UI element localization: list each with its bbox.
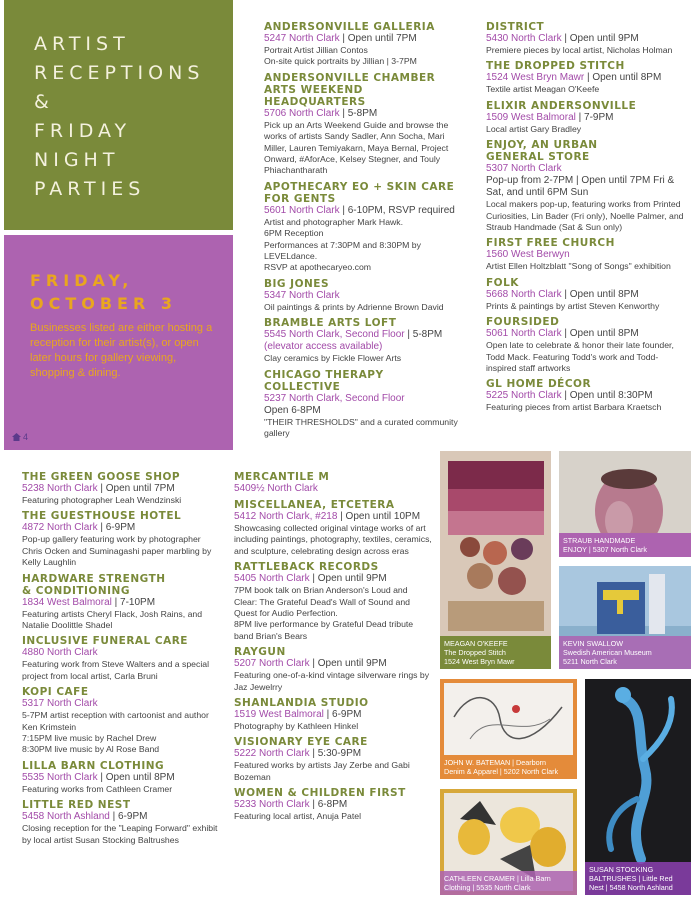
intro-text: Businesses listed are either hosting a reception for their artist(s), or open later hours for gallery viewing, shopping & dining. (30, 322, 213, 379)
listing-address-line (486, 72, 686, 84)
listing-address: 5412 North Clark, #218 (234, 511, 338, 522)
listing-hours: | 6-9PM (97, 522, 136, 534)
listing-item (22, 573, 220, 632)
listing-address: 5061 North Clark (486, 328, 562, 340)
listing-description: Showcasing collected original vintage works of art including paintings, photography, textiles, ceramics, and sculpture, celebrating design across eras (234, 523, 432, 556)
listing-name: BRAMBLE ARTS LOFT (264, 317, 397, 330)
photo-dancer-sculpture (585, 679, 691, 895)
listing-item (264, 369, 464, 440)
listing-description: Featuring work from Steve Walters and a special project from local artist, Carla Bruni (22, 659, 210, 681)
listing-address: 5237 North Clark, Second Floor (264, 392, 405, 404)
page-number-text: 4 (23, 432, 29, 442)
listing-item (486, 237, 686, 272)
listing-description: Clay ceramics by Fickle Flower Arts (264, 353, 402, 364)
listing-address-line (234, 799, 432, 811)
listing-name: LITTLE RED NEST (22, 799, 131, 812)
listing-item (264, 181, 464, 274)
listing-description: Artist Ellen Holtzblatt "Song of Songs" exhibition (486, 261, 671, 272)
listing-address: 1560 West Berwyn (486, 249, 570, 261)
listing-description: Photography by Kathleen Hinkel (234, 721, 359, 732)
listing-description: Oil paintings & prints by Adrienne Brown David (264, 301, 444, 312)
listing-description: Local makers pop-up, featuring works from Printed Curiosities, Lin Bader (Fri only), Noelle Palmer, and Straub Handmade (Sat & Sun only) (486, 199, 684, 233)
listing-item (234, 787, 432, 822)
listing-hours: | Open until 7PM (339, 33, 417, 44)
listing-description: Portrait Artist Jillian Contos On-site quick portraits by Jillian | 3-7PM (264, 45, 417, 67)
listing-address: 5706 North Clark (264, 107, 340, 119)
listing-name: THE DROPPED STITCH (486, 60, 625, 73)
listing-item (264, 21, 464, 68)
photo-caption: SUSAN STOCKING BALTRUSHES | Little Red Nest | 5458 North Ashland (585, 862, 691, 895)
listing-item (264, 72, 464, 177)
listing-item (234, 561, 432, 642)
home-icon (12, 433, 21, 441)
photo-floral-painting (440, 789, 577, 895)
listing-item (486, 21, 686, 56)
listings-column-top-right (486, 21, 686, 418)
listing-address: 5347 North Clark (264, 289, 340, 301)
listing-description: Open late to celebrate & honor their late founder, Todd Mack. Featuring Todd's work and Todd-inspired staff artworks (486, 340, 674, 374)
listing-address-line (264, 108, 464, 120)
listing-description: Featuring local artist, Anuja Patel (234, 811, 362, 822)
photo-textile-art (440, 451, 551, 669)
listing-name: WOMEN & CHILDREN FIRST (234, 787, 406, 800)
listing-address: 5222 North Clark (234, 748, 310, 760)
listing-address: 5233 North Clark (234, 799, 310, 811)
listing-address-line (264, 393, 464, 405)
listing-address-line (22, 698, 220, 710)
listing-address: 5307 North Clark (486, 163, 562, 175)
listing-address-line (486, 163, 686, 175)
listing-address: 5545 North Clark, Second Floor (264, 329, 405, 341)
photo-ceramic-cup (559, 451, 691, 557)
listing-name: ANDERSONVILLE GALLERIA (264, 21, 435, 33)
listing-name: MISCELLANEA, ETCETERA (234, 499, 395, 511)
listing-name: CHICAGO THERAPY COLLECTIVE (264, 368, 384, 393)
listing-item (22, 471, 220, 506)
listing-name: GL HOME DÉCOR (486, 378, 592, 391)
listing-item (22, 686, 220, 756)
listing-address-line (264, 290, 464, 302)
listing-item (22, 635, 220, 682)
listings-column-bottom-right (234, 471, 432, 827)
listing-hours: | Open until 8PM (584, 72, 662, 84)
listing-address-line (22, 647, 220, 659)
listing-name: FIRST FREE CHURCH (486, 237, 615, 250)
photo-swedish-museum (559, 566, 691, 669)
listing-address: 5238 North Clark (22, 483, 98, 494)
listing-address-line (264, 329, 464, 341)
listing-hours: | Open until 9PM (309, 573, 387, 585)
listing-item (486, 60, 686, 95)
listing-description: Featured works by artists Jay Zerbe and Gabi Bozeman (234, 760, 410, 782)
listing-hours: | 5-8PM (339, 107, 378, 119)
listing-item (22, 760, 220, 795)
listing-name: APOTHECARY EO + SKIN CARE FOR GENTS (264, 180, 455, 205)
listing-item (486, 316, 686, 374)
listing-item (234, 499, 432, 557)
listing-hours: | Open until 8:30PM (561, 390, 653, 402)
listing-address: 1519 West Balmoral (234, 709, 324, 721)
photo-caption: CATHLEEN CRAMER | Lilla Barn Clothing | 5535 North Clark (440, 871, 577, 895)
listing-item (234, 736, 432, 783)
listing-address-line (264, 205, 464, 217)
listing-hours: | Open until 8PM (561, 288, 639, 300)
listing-address: 5225 North Clark (486, 390, 562, 402)
listing-hours: | 6-10PM, RSVP required (339, 204, 455, 216)
listing-address-line (22, 772, 220, 784)
listing-name: INCLUSIVE FUNERAL CARE (22, 635, 188, 648)
listing-name: SHANLANDIA STUDIO (234, 697, 369, 710)
listing-item (486, 277, 686, 312)
listing-hours: | 6-9PM (323, 709, 362, 721)
photo-caption: JOHN W. BATEMAN | Dearborn Denim & Apparel | 5202 North Clark (440, 755, 577, 779)
listing-name: THE GUESTHOUSE HOTEL (22, 510, 182, 523)
listing-name: LILLA BARN CLOTHING (22, 759, 165, 772)
listing-hours: | Open until 7PM (97, 483, 175, 494)
listing-hours: | Open until 9PM (561, 33, 639, 44)
listing-address: 1524 West Bryn Mawr (486, 72, 585, 84)
listing-address-line (264, 33, 464, 45)
page-number (12, 432, 28, 442)
listing-hours-extra: Pop-up from 2-7PM | Open until 7PM Fri & Sat, and until 6PM Sun (486, 175, 675, 199)
date-heading: FRIDAY, OCTOBER 3 (30, 271, 178, 313)
listing-description: Textile artist Meagan O'Keefe (486, 84, 600, 95)
listing-address: 5430 North Clark (486, 33, 562, 44)
listing-address-line (22, 811, 220, 823)
listing-hours: | Open until 8PM (561, 328, 639, 340)
listing-description: Featuring pieces from artist Barbara Kraetsch (486, 402, 662, 413)
listing-description: Artist and photographer Mark Hawk. 6PM Reception Performances at 7:30PM and 8:30PM by LEVELdance. RSVP at apothecaryeo.com (264, 216, 421, 273)
listing-address-line (234, 483, 432, 495)
listings-column-bottom-left (22, 471, 220, 850)
photo-caption: STRAUB HANDMADE ENJOY | 5307 North Clark (559, 533, 691, 557)
listing-name: VISIONARY EYE CARE (234, 736, 368, 749)
listing-item (486, 378, 686, 413)
photo-wire-art (440, 679, 577, 779)
listing-description: Pop-up gallery featuring work by photographer Chris Ocken and Suminagashi paper marbling by Kelly Laughlin (22, 534, 212, 568)
listing-name: RAYGUN (234, 646, 286, 659)
listing-name: FOURSIDED (486, 316, 560, 329)
listing-name: THE GREEN GOOSE SHOP (22, 471, 181, 483)
listing-item (22, 510, 220, 568)
listing-name: DISTRICT (486, 21, 545, 33)
listing-address-line (486, 33, 686, 45)
page-title: ARTIST RECEPTIONS & FRIDAY NIGHT PARTIES (34, 33, 205, 200)
listing-address: 4880 North Clark (22, 647, 98, 659)
listing-hours: | Open until 8PM (97, 771, 175, 783)
listing-name: ELIXIR ANDERSONVILLE (486, 99, 637, 112)
photo-caption: MEAGAN O'KEEFE The Dropped Stitch 1524 West Bryn Mawr (440, 636, 551, 669)
listing-address: 5601 North Clark (264, 204, 340, 216)
listing-hours: | 7-9PM (575, 111, 614, 123)
listing-description: Featuring one-of-a-kind vintage silverware rings by Jaz Jewelrry (234, 670, 430, 692)
listing-description: Closing reception for the "Leaping Forward" exhibit by local artist Susan Stocking Baltrushes (22, 823, 218, 845)
listing-description: Featuring artists Cheryl Flack, Josh Rains, and Natalie Doolittle Shadel (22, 608, 203, 631)
listing-name: ENJOY, AN URBAN GENERAL STORE (486, 139, 598, 164)
listing-item (234, 646, 432, 693)
listing-address: 5247 North Clark (264, 33, 340, 44)
listing-address-line (486, 390, 686, 402)
listing-address-line (234, 511, 432, 523)
listing-description: Featuring works from Cathleen Cramer (22, 783, 173, 794)
listing-name: KOPI CAFE (22, 686, 89, 699)
listing-hours: | 6-9PM (109, 811, 148, 823)
listing-description: Local artist Gary Bradley (486, 123, 582, 134)
listings-column-top-left (264, 21, 464, 444)
listing-address: 1834 West Balmoral (22, 596, 112, 608)
hero-panel (4, 0, 233, 230)
listing-address-line (234, 573, 432, 585)
listing-address-line (234, 748, 432, 760)
photo-caption: KEVIN SWALLOW Swedish American Museum 5211 North Clark (559, 636, 691, 669)
listing-item (264, 317, 464, 364)
listing-address-line (486, 249, 686, 261)
friday-panel (4, 235, 233, 450)
listing-address-line (486, 328, 686, 340)
listing-address: 5207 North Clark (234, 658, 310, 670)
listing-item (264, 278, 464, 313)
listing-address-line (234, 658, 432, 670)
listing-item (486, 139, 686, 233)
listing-address-line (22, 522, 220, 534)
listing-description: Prints & paintings by artist Steven Kenworthy (486, 300, 660, 311)
listing-name: ANDERSONVILLE CHAMBER ARTS WEEKEND HEADQUARTERS (264, 71, 436, 108)
listing-address-line (486, 112, 686, 124)
listing-description: Premiere pieces by local artist, Nicholas Holman (486, 45, 673, 55)
listing-item (486, 100, 686, 135)
listing-hours-extra: Open 6-8PM (264, 404, 321, 416)
listing-description: 7PM book talk on Brian Anderson's Loud and Clear: The Grateful Dead's Wall of Sound and Quest for Audio Perfection. 8PM live performance by Grateful Dead tribute band Brian's Bears (234, 585, 414, 641)
listing-address: 5668 North Clark (486, 288, 562, 300)
listing-hours: | 5-8PM (404, 329, 443, 341)
listing-name: BIG JONES (264, 277, 330, 290)
listing-address: 1509 West Balmoral (486, 111, 576, 123)
listing-description: 5-7PM artist reception with cartoonist and author Ken Krimstein 7:15PM live music by Rachel Drew 8:30PM live music by Al Rose Band (22, 710, 209, 755)
listing-address: 5458 North Ashland (22, 811, 110, 823)
listing-address: 5409½ North Clark (234, 483, 318, 494)
listing-item (234, 471, 432, 495)
listing-address: 5405 North Clark (234, 573, 310, 585)
listing-description: Featuring photographer Leah Wendzinski (22, 495, 182, 505)
listing-description: "THEIR THRESHOLDS" and a curated community gallery (264, 416, 458, 439)
listing-note: (elevator access available) (264, 341, 383, 353)
listing-name: FOLK (486, 276, 519, 289)
listing-name: MERCANTILE M (234, 471, 330, 483)
listing-address-line (234, 709, 432, 721)
listing-hours: | Open until 9PM (309, 658, 387, 670)
listing-address: 5535 North Clark (22, 771, 98, 783)
listing-hours: | 6-8PM (309, 799, 348, 811)
listing-name: RATTLEBACK RECORDS (234, 561, 379, 574)
listing-item (22, 799, 220, 846)
listing-address-line (22, 597, 220, 609)
listing-item (234, 697, 432, 732)
listing-address-line (22, 483, 220, 495)
listing-description: Pick up an Arts Weekend Guide and browse the works of artists Sandy Sadler, Ann Socha, Mari Miller, Lauren Temiyakarn, Maya Bernal, Project Onward, #AforAce, Kelsey Stegner, and Touly Phiachantharath (264, 119, 449, 176)
listing-address-line (486, 289, 686, 301)
listing-address: 4872 North Clark (22, 522, 98, 534)
listing-hours: | 5:30-9PM (309, 748, 362, 760)
listing-hours: | 7-10PM (111, 596, 156, 608)
listing-hours: | Open until 10PM (337, 511, 421, 522)
listing-name: HARDWARE STRENGTH & CONDITIONING (22, 572, 166, 597)
listing-address: 5317 North Clark (22, 698, 98, 710)
